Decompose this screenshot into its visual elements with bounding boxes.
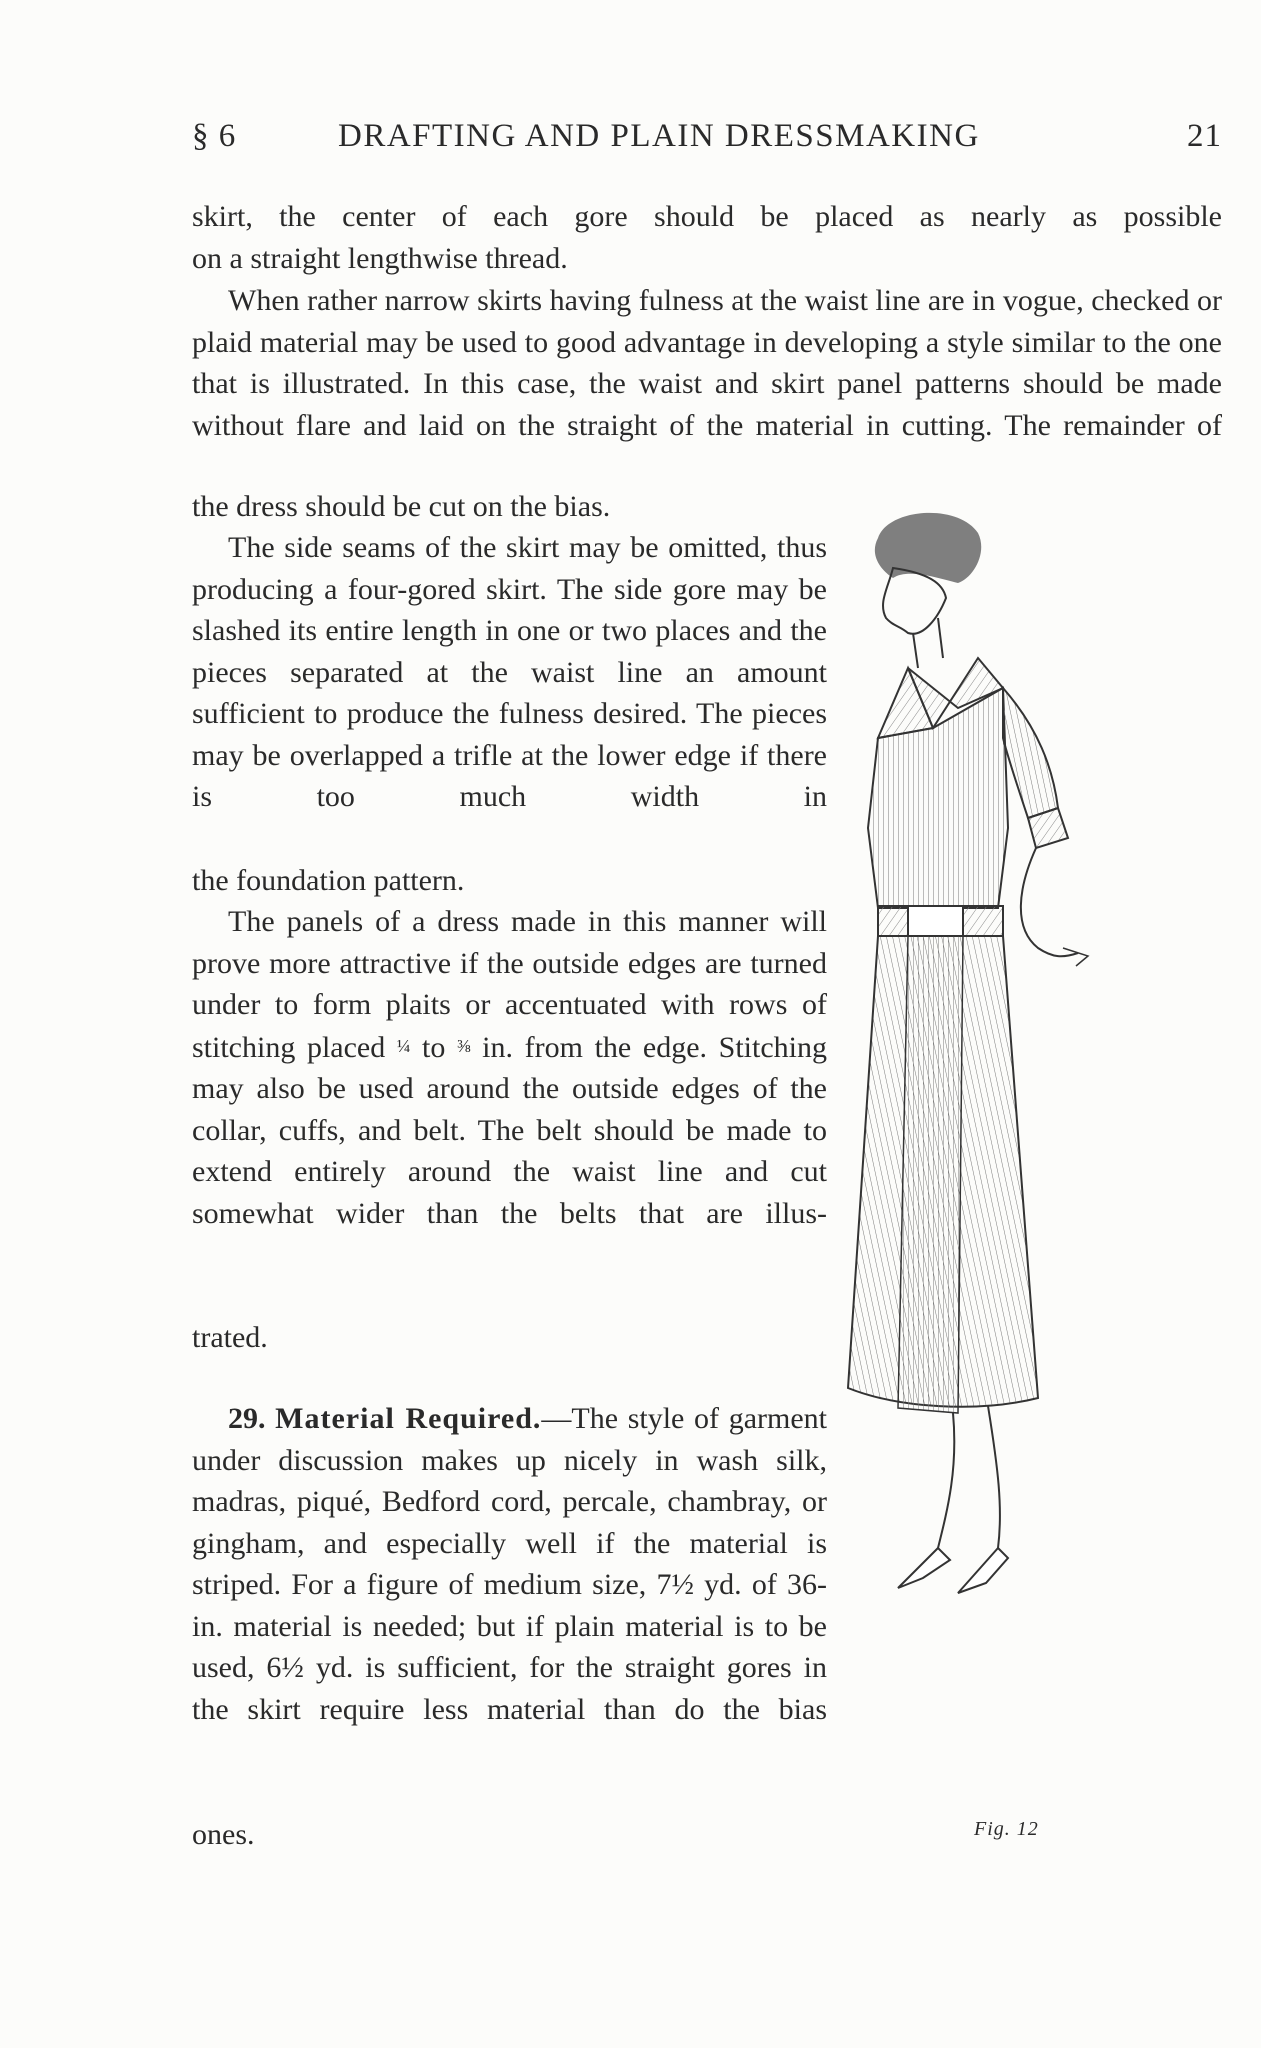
paragraph-3: The side seams of the skirt may be omitted, thus producing a four-gored skirt. The side gore may be slashed its entire length in one or two places and the pieces separated at the waist line an amount sufficient to produce the fulness desired. The pieces may be overlapped a trifle at the lower edge if there is too much width in bbox=[192, 531, 827, 813]
fraction-quarter: ¼ bbox=[396, 1035, 411, 1056]
dress-illustration-icon bbox=[838, 508, 1098, 1828]
paragraph-4-rest: in. from the edge. Stitching may also be used around the outside edges of the collar, cuffs, and belt. The belt should be made to extend entirely around the waist line and cut somewhat wider than the belts that are illus- bbox=[192, 1030, 827, 1230]
paragraph-1-line-1: skirt, the center of each gore should be placed as nearly as possible bbox=[192, 200, 1222, 233]
paragraph-5-text-c: yd. is sufficient, for the straight gores in the skirt require less material than do the bias bbox=[192, 1651, 827, 1726]
article-number: 29. bbox=[228, 1402, 266, 1435]
paragraph-5 bbox=[192, 1398, 827, 1813]
paragraph-4-to: to bbox=[422, 1030, 446, 1064]
paragraph-2-end: the dress should be cut on the bias. bbox=[192, 490, 611, 523]
paragraph-4 bbox=[192, 901, 827, 1316]
section-marker: § 6 bbox=[192, 118, 237, 154]
quantity-six-half: 6½ bbox=[266, 1651, 304, 1684]
paragraph-5-end: ones. bbox=[192, 1818, 255, 1851]
paragraph-4-end: trated. bbox=[192, 1321, 268, 1354]
paragraph-2: When rather narrow skirts having fulness at the waist line are in vogue, checked or plaid material may be used to good advantage in developing a style similar to the one that is illustrated. In this case, the waist and skirt panel patterns should be made without flare and laid on the straight of the material in cutting. The remainder of bbox=[192, 284, 1222, 442]
paragraph-5-text-b: yd. of 36-in. material is needed; but if plain material is to be used, bbox=[192, 1568, 827, 1684]
paragraph-3-end: the foundation pattern. bbox=[192, 864, 465, 897]
dress-illustration-svg bbox=[838, 508, 1098, 1828]
paragraph-4-start: The panels of a dress made in this manner will prove more attractive if the outside edges are turned under to form plaits or accentuated with rows of stitching placed bbox=[192, 905, 827, 1064]
figure-caption: Fig. 12 bbox=[974, 1818, 1039, 1840]
paragraph-5-text-a: —The style of garment under discussion makes up nicely in wash silk, madras, piqué, Bedford cord, percale, chambray, or gingham, and especially well if the material is striped. For a figure of medium size, bbox=[192, 1402, 827, 1601]
fraction-three-eighths: ⅜ bbox=[457, 1035, 471, 1056]
page-header bbox=[192, 118, 1222, 168]
page-number: 21 bbox=[1187, 118, 1222, 154]
article-heading: Material Required. bbox=[275, 1402, 542, 1435]
running-title: DRAFTING AND PLAIN DRESSMAKING bbox=[338, 118, 980, 154]
quantity-seven-half: 7½ bbox=[656, 1568, 694, 1601]
paragraph-1-line-2: on a straight lengthwise thread. bbox=[192, 242, 568, 275]
